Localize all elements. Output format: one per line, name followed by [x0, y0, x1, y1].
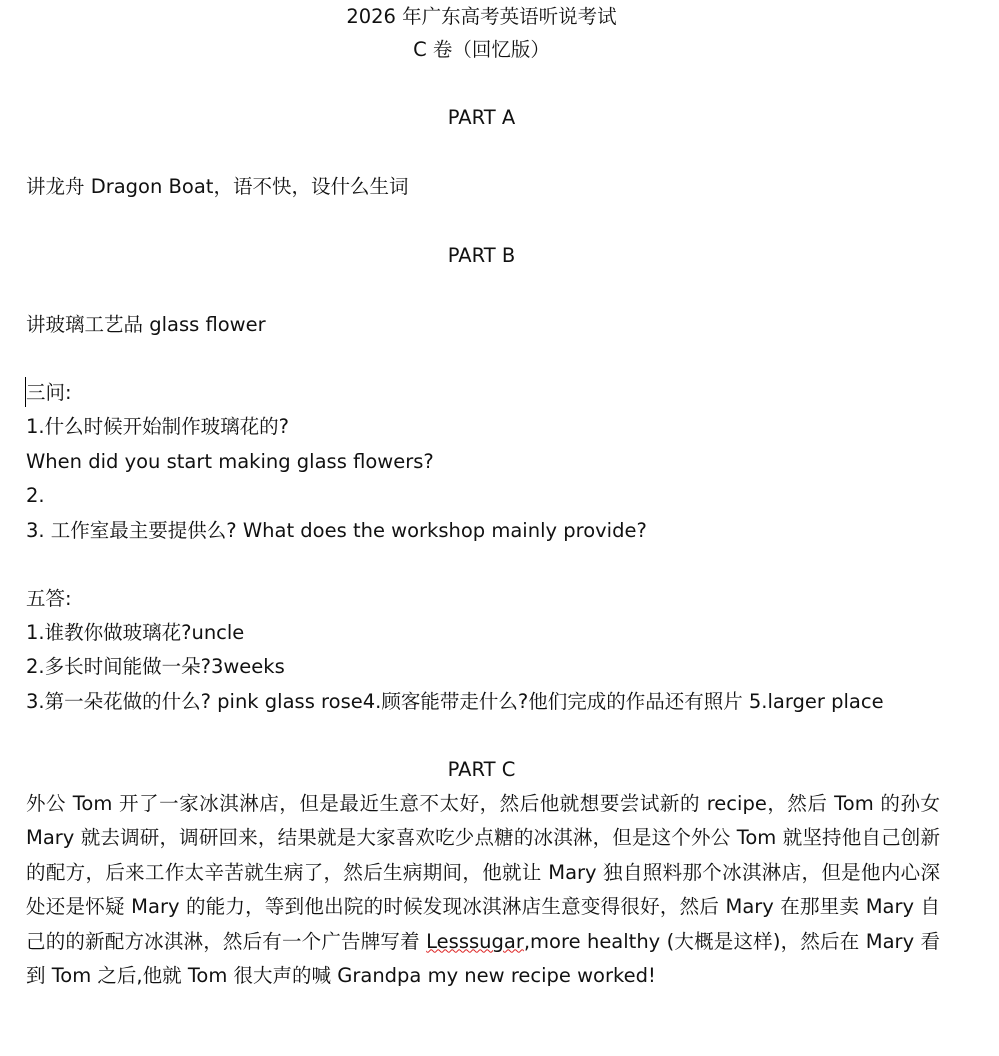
- doc-subtitle: C 卷（回忆版）: [413, 38, 550, 61]
- part-c-heading: PART C: [447, 758, 516, 781]
- part-a-heading: PART A: [447, 106, 516, 129]
- question-2: 2.: [26, 484, 45, 507]
- three-questions-label: 三问:: [26, 381, 72, 404]
- misspelled-word: Lesssugar: [426, 929, 524, 953]
- part-b-text: 讲玻璃工艺品 glass flower: [26, 313, 266, 336]
- story-text-before: 外公 Tom 开了一家冰淇淋店，但是最近生意不太好，然后他就想要尝试新的 recipe，然后 Tom 的孙女 Mary 就去调研，调研回来，结果就是大家喜欢吃少点糖的冰淇淋，但是这个外公 Tom 就坚持他自己创新的配方，后来工作太辛苦就生病了，然后生病期间，他就让 Mary 独自照料那个冰淇淋店，但是他内心深处还是怀疑 Mary 的能力，等到他出院的时候发现冰淇淋店生意变得很好，然后 Mary 在那里卖 Mary 自己的的新配方冰淇淋，然后有一个广告牌写着: [26, 792, 940, 953]
- part-b-heading: PART B: [447, 244, 516, 267]
- story-text-after: ,more healthy (大概是这样)，然后在 Mary 看到 Tom 之后,他就 Tom 很大声的喊 Grandpa my new recipe worked!: [26, 929, 940, 988]
- answer-2: 2.多长时间能做一朵?3weeks: [26, 655, 285, 678]
- question-3: 3. 工作室最主要提供么? What does the workshop mainly provide?: [26, 519, 647, 542]
- answer-1: 1.谁教你做玻璃花?uncle: [26, 621, 245, 644]
- part-a-text: 讲龙舟 Dragon Boat，语不快，设什么生词: [26, 175, 409, 198]
- answer-3-5: 3.第一朵花做的什么? pink glass rose4.顾客能带走什么?他们完成的作品还有照片 5.larger place: [26, 690, 884, 713]
- five-answers-label: 五答:: [26, 587, 72, 610]
- doc-title: 2026 年广东高考英语听说考试: [346, 5, 617, 28]
- question-1: 1.什么时候开始制作玻璃花的?: [26, 415, 289, 438]
- part-c-story: [26, 787, 940, 993]
- question-1-english: When did you start making glass flowers?: [26, 450, 434, 473]
